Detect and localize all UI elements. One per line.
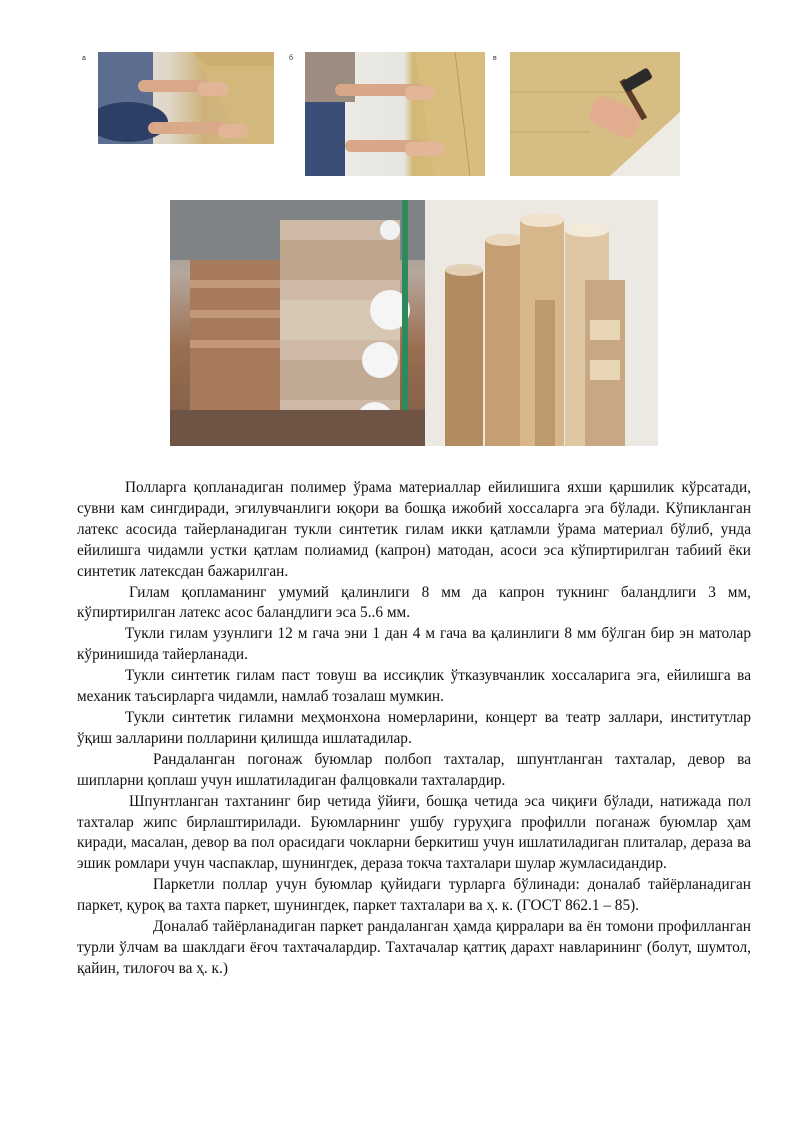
photo-linoleum-factory	[170, 200, 425, 446]
paragraph: Тукли гилам узунлиги 12 м гача эни 1 дан 4 м гача ва қалинлиги 8 мм бўлган бир эн матолар кўринишида тайерланади.	[77, 625, 751, 664]
paragraph: Доналаб тайёрланадиган паркет рандаланган ҳамда қирралари ва ён томони профилланган турли ўлчам ва шаклдаги ёғоч тахтачалардир. Тахтачалар қаттиқ дарахт навларининг (болут, шумтол, қайин, тилоғоч ва ҳ. к.)	[77, 918, 751, 977]
paragraph: Рандаланган погонаж буюмлар полбоп тахталар, шпунтланган тахталар, девор ва шипларни қоплаш учун ишлатиладиган фалцовкали тахталардир.	[77, 750, 751, 789]
paragraph: Полларга қопланадиган полимер ўрама материаллар ейилишига яхши қаршилик кўрсатади, сувни кам сингдиради, эгилувчанлиги юқори ва бошқа ижобий хоссаларга эга бўлади. Кўпикланган латекс асосида тайерланадиган тукли синтетик гилам икки қатламли ўрама материал бўлиб, унда ейилишга чидамли устки қатлам полиамид (капрон) матодан, асоси эса кўпиртирилган табиий ёки синтетик латексдан бажарилган.	[77, 479, 751, 580]
body-text	[77, 478, 751, 980]
paragraph: Шпунтланган тахтанинг бир четида ўйиғи, бошқа четида эса чиқиғи бўлади, натижада пол тахталар жипс бирлаштирилади. Буюмларнинг ушбу гуруҳига профилли поганаж буюмлар ҳам киради, масалан, девор ва пол орасидаги чокларни беркитиш учун ишлатиладиган плиталар, дераза ва эшик ромлари учун часпаклар, шунингдек, дераза токча тахталари шулар жумласидандир.	[77, 792, 751, 873]
paragraph: Паркетли поллар учун буюмлар қуйидаги турларга бўлинади: доналаб тайёрланадиган паркет, қуроқ ва тахта паркет, шунингдек, паркет тахталари ва ҳ. к. (ГОСТ 862.1 – 85).	[77, 876, 751, 915]
photo-linoleum-rolls	[425, 200, 658, 446]
figure-label-a: а	[82, 55, 86, 62]
paragraph: Гилам қопламанинг умумий қалинлиги 8 мм да капрон тукнинг баландлиги 3 мм, кўпиртирилган латекс асос баландлиги эса 5..6 мм.	[77, 583, 751, 622]
photo-laying-laminate-a	[98, 52, 274, 144]
paragraph: Тукли синтетик гиламни меҳмонхона номерларини, концерт ва театр заллари, институтлар ўқиш залларини полларини қилишда ишлатадилар.	[77, 708, 751, 747]
figure-label-c: в	[493, 55, 497, 62]
paragraph: Тукли синтетик гилам паст товуш ва иссиқлик ўтказувчанлик хоссаларига эга, ейилишга ва механик таъсирларга чидамли, намлаб тозалаш мумкин.	[77, 667, 751, 706]
photo-laying-laminate-b	[305, 52, 485, 176]
photo-hammering-laminate-c	[510, 52, 680, 176]
figure-label-b: б	[289, 55, 294, 62]
